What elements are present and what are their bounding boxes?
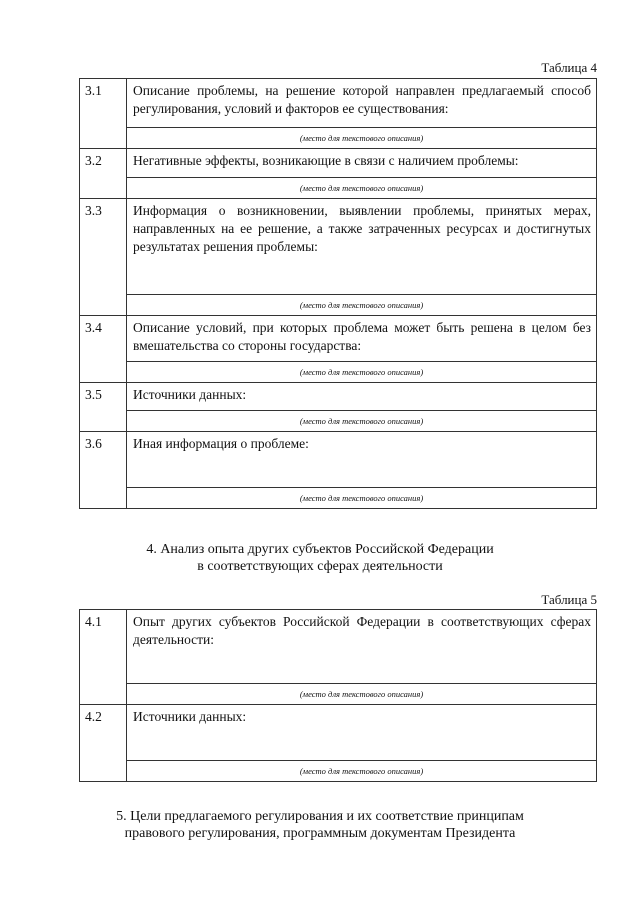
- text-description-placeholder[interactable]: (место для текстового описания): [127, 410, 596, 431]
- section-5-heading: [0, 808, 640, 842]
- row-question: Описание проблемы, на решение которой направлен предлагаемый способ регулирования, условий и факторов ее существования:: [133, 83, 591, 116]
- row-question: Информация о возникновении, выявлении проблемы, принятых мерах, направленных на ее решение, а также затраченных ресурсах и достигнутых результатах решения проблемы:: [133, 203, 591, 254]
- table-row: [80, 610, 597, 705]
- row-question: Источники данных:: [133, 387, 247, 402]
- table-5-caption: Таблица 5: [541, 592, 597, 607]
- table-row: [80, 79, 597, 149]
- text-description-placeholder[interactable]: (место для текстового описания): [127, 361, 596, 382]
- row-number: 4.2: [80, 705, 127, 782]
- text-description-placeholder[interactable]: (место для текстового описания): [127, 487, 596, 508]
- text-description-placeholder[interactable]: (место для текстового описания): [127, 177, 596, 198]
- table-row: [80, 383, 597, 432]
- row-number: 3.6: [80, 432, 127, 509]
- table-row: [80, 149, 597, 199]
- table-4-caption: Таблица 4: [541, 60, 597, 75]
- section-5-heading-line-2: правового регулирования, программным документам Президента: [124, 826, 516, 841]
- table-5: [79, 609, 597, 782]
- text-description-placeholder[interactable]: (место для текстового описания): [127, 127, 596, 148]
- row-question: Негативные эффекты, возникающие в связи с наличием проблемы:: [133, 153, 519, 168]
- section-4-heading-line-2: в соответствующих сферах деятельности: [197, 559, 443, 574]
- table-4: [79, 78, 597, 509]
- row-question: Описание условий, при которых проблема может быть решена в целом без вмешательства со стороны государства:: [133, 320, 591, 353]
- text-description-placeholder[interactable]: (место для текстового описания): [127, 294, 596, 315]
- section-5-heading-line-1: 5. Цели предлагаемого регулирования и их соответствие принципам: [116, 809, 524, 824]
- row-question: Источники данных:: [133, 709, 247, 724]
- table-row: [80, 432, 597, 509]
- section-4-heading-line-1: 4. Анализ опыта других субъектов Российской Федерации: [146, 542, 494, 557]
- row-number: 3.2: [80, 149, 127, 199]
- text-description-placeholder[interactable]: (место для текстового описания): [127, 760, 596, 781]
- section-4-heading: [0, 541, 640, 575]
- row-number: 3.5: [80, 383, 127, 432]
- row-number: 3.3: [80, 199, 127, 316]
- text-description-placeholder[interactable]: (место для текстового описания): [127, 683, 596, 704]
- table-row: [80, 316, 597, 383]
- row-question: Опыт других субъектов Российской Федерации в соответствующих сферах деятельности:: [133, 614, 591, 647]
- table-row: [80, 199, 597, 316]
- row-number: 4.1: [80, 610, 127, 705]
- row-number: 3.1: [80, 79, 127, 149]
- row-number: 3.4: [80, 316, 127, 383]
- table-row: [80, 705, 597, 782]
- row-question: Иная информация о проблеме:: [133, 436, 309, 451]
